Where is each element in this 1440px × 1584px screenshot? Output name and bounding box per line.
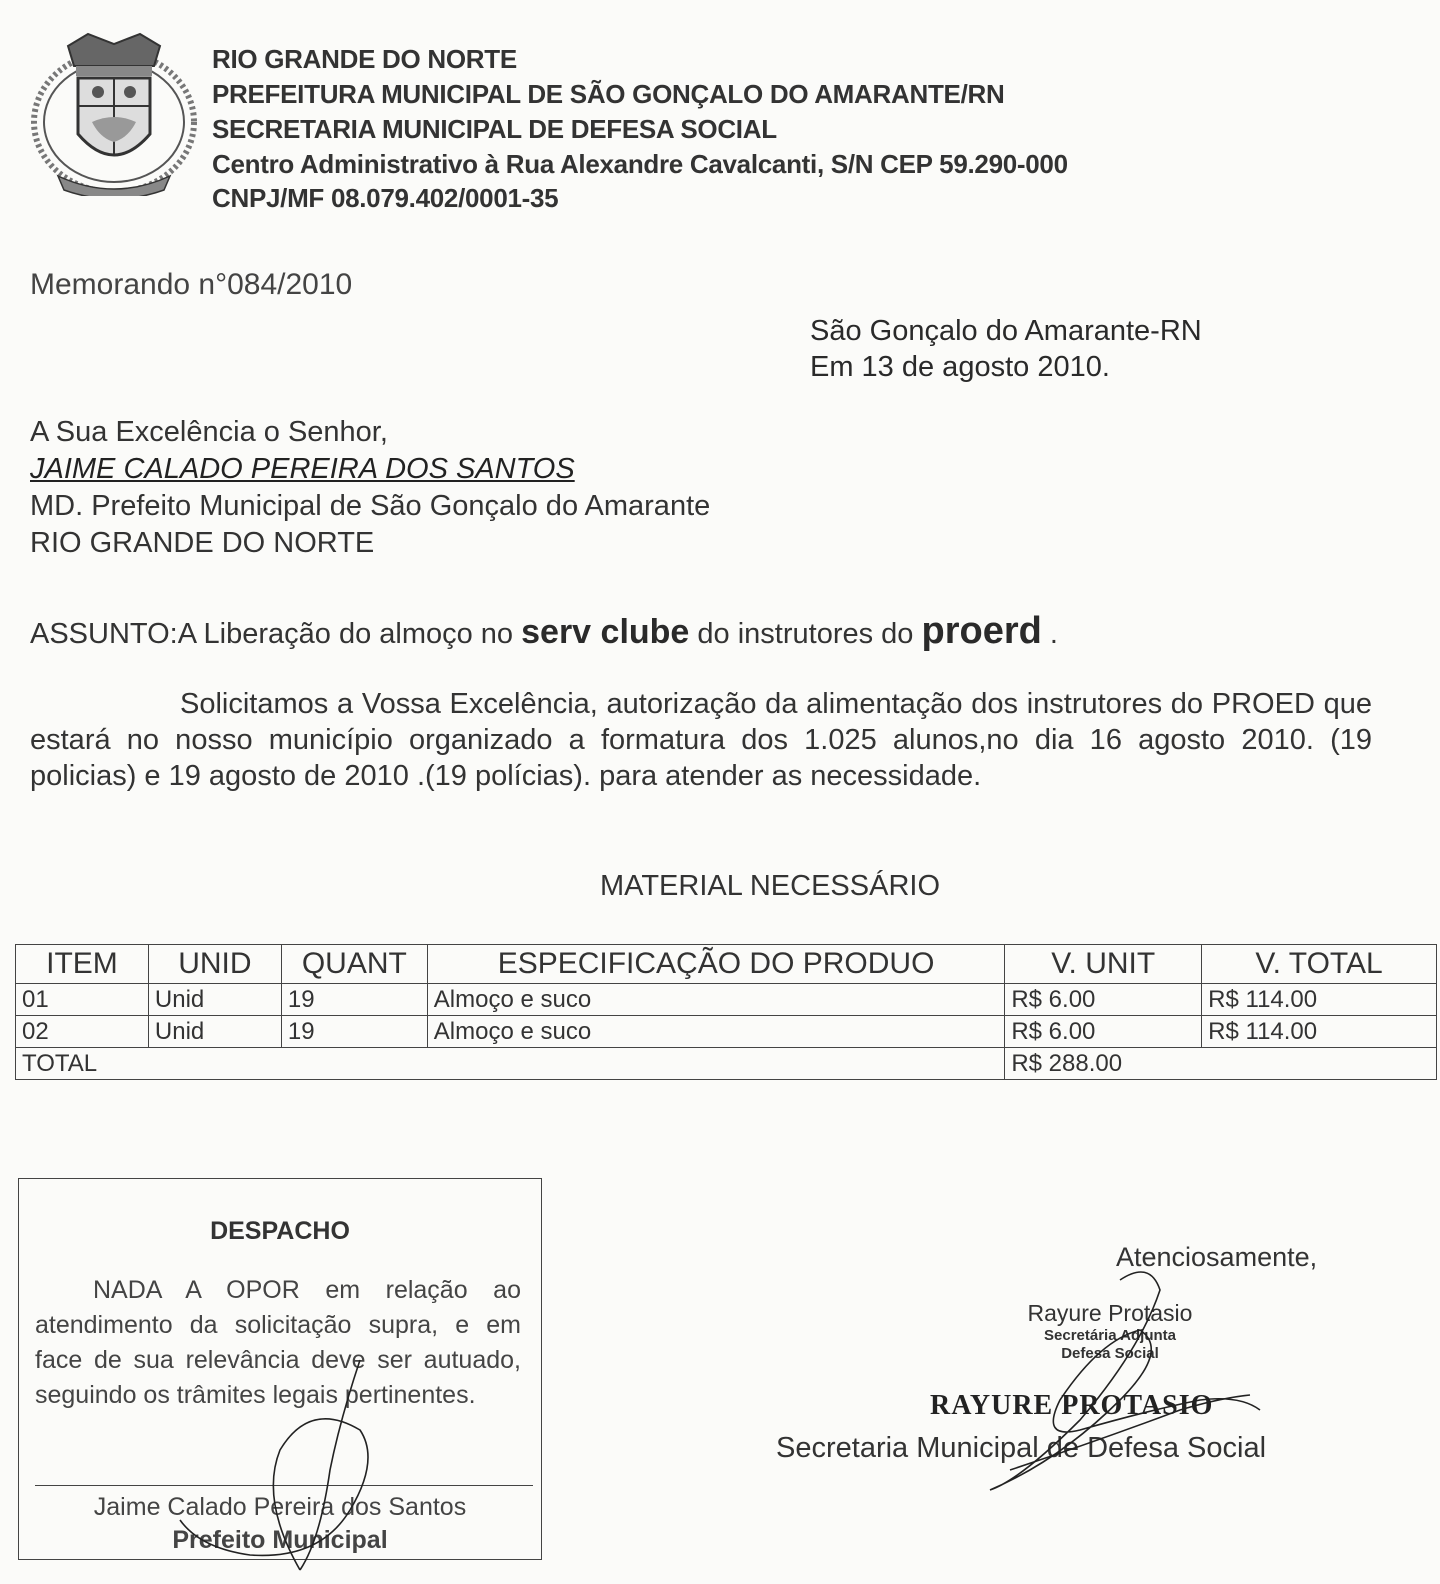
total-value: R$ 288.00 [1005,1048,1437,1080]
table-row [16,1016,1437,1048]
col-quant: QUANT [281,945,427,984]
total-label: TOTAL [16,1048,1005,1080]
despacho-role: Prefeito Municipal [172,1526,388,1554]
cell-v-unit: R$ 6.00 [1005,1016,1202,1048]
despacho-title: DESPACHO [210,1217,350,1245]
subject-program: proerd [921,610,1042,652]
header-secretaria: SECRETARIA MUNICIPAL DE DEFESA SOCIAL [212,114,777,144]
despacho-signer: Jaime Calado Pereira dos Santos [93,1493,467,1521]
salutation: A Sua Excelência o Senhor, [30,416,388,448]
table-header-row [16,945,1437,984]
cell-v-total: R$ 114.00 [1202,1016,1437,1048]
place: São Gonçalo do Amarante-RN [810,315,1202,347]
closing: Atenciosamente, [1116,1242,1318,1272]
despacho-signature [19,1491,541,1557]
cell-v-total: R$ 114.00 [1202,984,1437,1016]
place-date [810,313,1202,385]
cell-v-unit: R$ 6.00 [1005,984,1202,1016]
col-v-total: V. TOTAL [1202,945,1437,984]
header-address: Centro Administrativo à Rua Alexandre Cavalcanti, S/N CEP 59.290-000 [212,149,1068,179]
stamp-name: Rayure Protasio [1027,1300,1193,1326]
addressee-block [30,414,710,562]
col-v-unit: V. UNIT [1005,945,1202,984]
cell-item: 01 [16,984,149,1016]
cell-unid: Unid [148,984,281,1016]
signature-line [35,1485,533,1486]
materials-title: MATERIAL NECESSÁRIO [599,870,940,902]
official-stamp [1010,1300,1210,1363]
subject-end: . [1049,618,1058,650]
table-total-row [16,1048,1437,1080]
memo-number: Memorando n°084/2010 [30,268,353,301]
addressee-state: RIO GRANDE DO NORTE [30,527,375,559]
cell-especificacao: Almoço e suco [427,1016,1005,1048]
signer-name: RAYURE PROTASIO [930,1390,1214,1421]
addressee-name: JAIME CALADO PEREIRA DOS SANTOS [30,453,575,485]
subject-middle: do instrutores do [697,618,914,650]
cell-unid: Unid [148,1016,281,1048]
table-row [16,984,1437,1016]
cell-item: 02 [16,1016,149,1048]
materials-table [15,944,1437,1080]
header-cnpj: CNPJ/MF 08.079.402/0001-35 [212,183,559,213]
col-especificacao: ESPECIFICAÇÃO DO PRODUO [427,945,1005,984]
cell-quant: 19 [281,1016,427,1048]
body-paragraph: Solicitamos a Vossa Excelência, autorização da alimentação dos instrutores do PROED que estará no nosso município organizado a formatura dos 1.025 alunos,no dia 16 agosto 2010. (19 policias) e 19 agosto de 2010 .(19 polícias). para atender as necessidade. [30,688,1372,792]
despacho-box [18,1178,542,1560]
coat-of-arms-icon [28,26,200,196]
subject-venue: serv clube [521,613,690,651]
despacho-text: NADA A OPOR em relação ao atendimento da solicitação supra, e em face de sua relevância deve ser autuado, seguindo os trâmites legais pertinentes. [35,1276,521,1409]
col-item: ITEM [16,945,149,984]
addressee-title: MD. Prefeito Municipal de São Gonçalo do Amarante [30,490,711,522]
col-unid: UNID [148,945,281,984]
subject-line [30,610,1058,653]
cell-quant: 19 [281,984,427,1016]
stamp-line2: Defesa Social [1061,1345,1159,1362]
subject-prefix: ASSUNTO:A Liberação do almoço no [30,618,514,650]
signer-role: Secretaria Municipal de Defesa Social [776,1432,1267,1464]
header-prefeitura: PREFEITURA MUNICIPAL DE SÃO GONÇALO DO AMARANTE/RN [212,79,1005,109]
cell-especificacao: Almoço e suco [427,984,1005,1016]
header-state: RIO GRANDE DO NORTE [212,44,517,74]
date: Em 13 de agosto 2010. [810,351,1110,383]
stamp-line1: Secretária Adjunta [1044,1327,1176,1344]
